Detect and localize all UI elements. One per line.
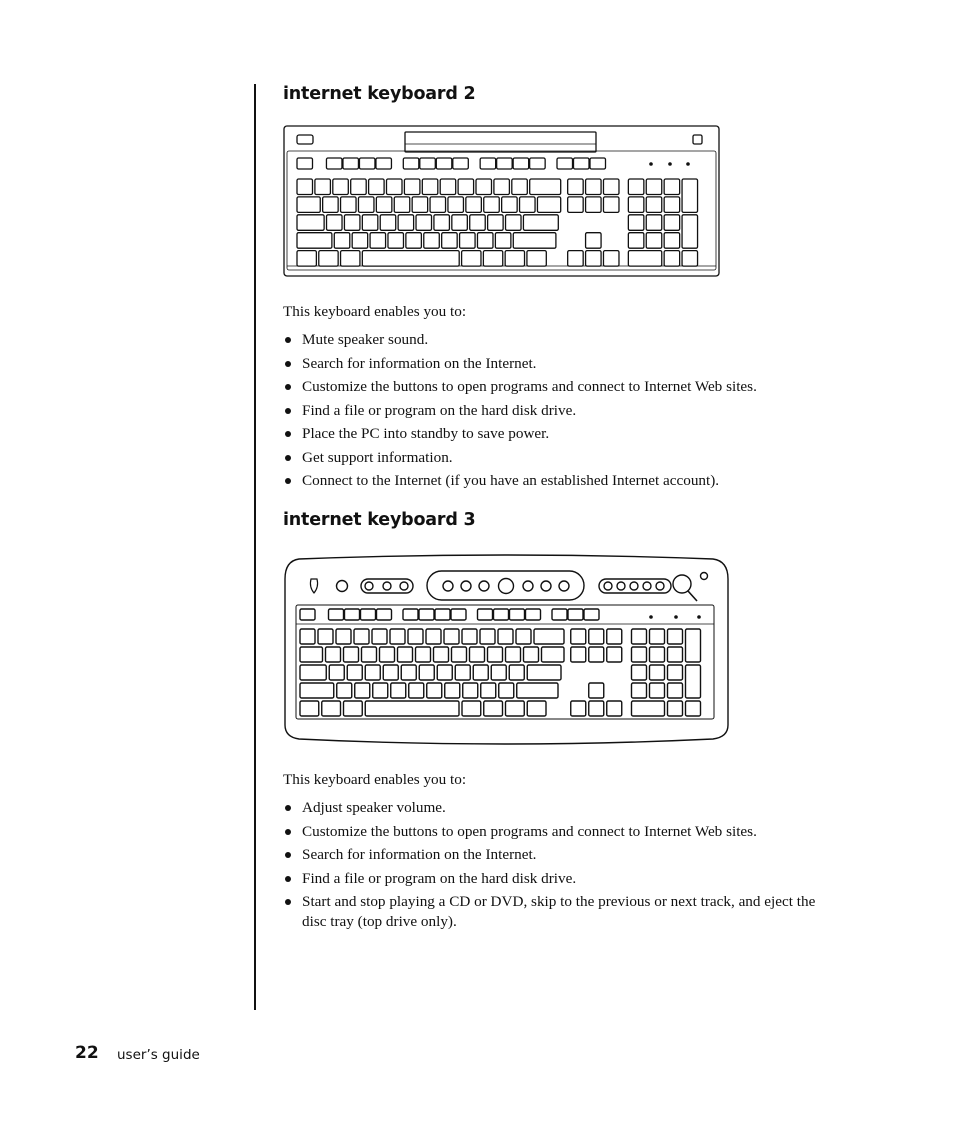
key xyxy=(603,251,619,267)
key xyxy=(376,158,392,169)
key xyxy=(542,647,565,662)
key xyxy=(628,197,644,213)
key xyxy=(478,609,493,620)
key xyxy=(632,683,647,698)
key xyxy=(297,158,313,169)
key xyxy=(354,629,369,644)
key xyxy=(473,665,488,680)
key xyxy=(607,647,622,662)
key xyxy=(589,647,604,662)
key xyxy=(510,609,525,620)
key xyxy=(513,158,529,169)
key xyxy=(466,197,482,213)
key xyxy=(586,179,602,195)
key xyxy=(584,609,599,620)
key xyxy=(430,197,446,213)
footer-label: user’s guide xyxy=(117,1047,200,1063)
key xyxy=(494,179,510,195)
key xyxy=(460,233,476,249)
key xyxy=(344,215,360,231)
bullet-icon xyxy=(285,876,291,882)
key xyxy=(509,665,524,680)
key xyxy=(568,251,584,267)
margin-rule xyxy=(254,84,256,1010)
key xyxy=(329,609,344,620)
key xyxy=(513,233,556,249)
key xyxy=(426,629,441,644)
key xyxy=(495,233,511,249)
list-item: Place the PC into standby to save power. xyxy=(283,424,843,444)
key xyxy=(506,701,525,716)
key xyxy=(398,215,414,231)
key xyxy=(574,158,590,169)
key xyxy=(383,665,398,680)
bullet-icon xyxy=(285,337,291,343)
key xyxy=(297,233,332,249)
key xyxy=(502,197,518,213)
key xyxy=(668,647,683,662)
key xyxy=(300,647,323,662)
key xyxy=(506,215,522,231)
key xyxy=(297,179,313,195)
key xyxy=(646,197,662,213)
key xyxy=(297,197,320,213)
key xyxy=(436,158,452,169)
key xyxy=(603,179,619,195)
key xyxy=(345,609,360,620)
key xyxy=(445,683,460,698)
key xyxy=(361,609,376,620)
key xyxy=(488,647,503,662)
key xyxy=(650,665,665,680)
key xyxy=(668,683,683,698)
section1-intro: This keyboard enables you to: xyxy=(283,303,467,320)
bullet-icon xyxy=(285,455,291,461)
bullet-icon xyxy=(285,805,291,811)
bullet-icon xyxy=(285,829,291,835)
key xyxy=(352,233,368,249)
list-item: Start and stop playing a CD or DVD, skip to the previous or next track, and eject the disc tray (top drive only). xyxy=(283,892,843,931)
key xyxy=(568,609,583,620)
key xyxy=(406,233,422,249)
key xyxy=(380,215,396,231)
key xyxy=(319,251,338,267)
key xyxy=(628,179,644,195)
section1-bullet-list xyxy=(283,330,843,495)
key xyxy=(517,683,558,698)
key xyxy=(455,665,470,680)
key xyxy=(337,683,352,698)
section2-intro: This keyboard enables you to: xyxy=(283,771,467,788)
key xyxy=(589,629,604,644)
key xyxy=(355,683,370,698)
key xyxy=(524,647,539,662)
key xyxy=(323,197,339,213)
key xyxy=(419,665,434,680)
key xyxy=(408,629,423,644)
heading-internet-keyboard-2: internet keyboard 2 xyxy=(283,84,476,104)
key xyxy=(682,215,698,248)
key xyxy=(476,179,492,195)
key xyxy=(664,179,680,195)
key xyxy=(322,701,341,716)
key xyxy=(571,629,586,644)
key xyxy=(568,179,584,195)
key xyxy=(498,629,513,644)
key xyxy=(488,215,504,231)
key xyxy=(534,629,564,644)
heading-internet-keyboard-3: internet keyboard 3 xyxy=(283,510,476,530)
key xyxy=(590,158,606,169)
key xyxy=(484,197,500,213)
key xyxy=(452,647,467,662)
key xyxy=(632,665,647,680)
key xyxy=(440,179,456,195)
key xyxy=(530,158,546,169)
list-item: Get support information. xyxy=(283,448,843,468)
key xyxy=(491,665,506,680)
key xyxy=(341,251,360,267)
key xyxy=(530,179,561,195)
key xyxy=(668,629,683,644)
key xyxy=(497,158,513,169)
key xyxy=(390,629,405,644)
key xyxy=(646,179,662,195)
internet-keyboard-2-illustration xyxy=(283,124,721,279)
bullet-icon xyxy=(285,384,291,390)
key xyxy=(388,233,404,249)
key xyxy=(409,683,424,698)
key xyxy=(387,179,403,195)
key xyxy=(603,197,619,213)
key xyxy=(403,158,419,169)
key xyxy=(362,215,378,231)
key xyxy=(394,197,410,213)
key xyxy=(463,683,478,698)
key xyxy=(377,609,392,620)
key xyxy=(632,701,665,716)
key xyxy=(586,197,602,213)
page-number: 22 xyxy=(75,1043,99,1063)
key xyxy=(481,683,496,698)
key xyxy=(365,665,380,680)
key xyxy=(398,647,413,662)
key xyxy=(419,609,434,620)
key xyxy=(537,197,560,213)
key xyxy=(420,158,436,169)
key xyxy=(646,215,662,231)
key xyxy=(458,179,474,195)
key xyxy=(391,683,406,698)
key xyxy=(520,197,536,213)
key xyxy=(650,683,665,698)
key xyxy=(668,665,683,680)
key xyxy=(494,609,509,620)
key xyxy=(477,233,493,249)
key xyxy=(686,701,701,716)
list-item: Customize the buttons to open programs and connect to Internet Web sites. xyxy=(283,822,843,842)
key xyxy=(329,665,344,680)
key xyxy=(686,629,701,662)
key xyxy=(632,629,647,644)
key xyxy=(607,629,622,644)
key xyxy=(526,609,541,620)
key xyxy=(326,158,342,169)
key xyxy=(344,647,359,662)
list-item: Customize the buttons to open programs and connect to Internet Web sites. xyxy=(283,377,843,397)
key xyxy=(632,647,647,662)
key xyxy=(448,197,464,213)
key xyxy=(300,701,319,716)
key xyxy=(362,647,377,662)
key xyxy=(682,251,698,267)
key xyxy=(557,158,573,169)
key xyxy=(300,665,326,680)
section2-bullet-list xyxy=(283,798,843,935)
key xyxy=(333,179,349,195)
key xyxy=(650,629,665,644)
key xyxy=(444,629,459,644)
key xyxy=(607,701,622,716)
key xyxy=(315,179,331,195)
key xyxy=(343,158,359,169)
key xyxy=(453,158,469,169)
key xyxy=(506,647,521,662)
key xyxy=(359,158,375,169)
key xyxy=(484,701,503,716)
key xyxy=(422,179,438,195)
key xyxy=(452,215,468,231)
key xyxy=(424,233,440,249)
key xyxy=(334,233,350,249)
key xyxy=(646,233,662,249)
key xyxy=(442,233,458,249)
bullet-icon xyxy=(285,361,291,367)
key xyxy=(668,701,683,716)
key xyxy=(351,179,367,195)
key xyxy=(462,701,481,716)
key xyxy=(434,215,450,231)
key xyxy=(427,683,442,698)
key xyxy=(341,197,357,213)
key xyxy=(327,215,343,231)
key xyxy=(462,251,481,267)
bullet-icon xyxy=(285,408,291,414)
list-item: Find a file or program on the hard disk drive. xyxy=(283,869,843,889)
key xyxy=(362,251,459,267)
key xyxy=(470,215,486,231)
key xyxy=(300,683,334,698)
key xyxy=(365,701,459,716)
key xyxy=(404,179,420,195)
bullet-icon xyxy=(285,431,291,437)
key xyxy=(318,629,333,644)
key xyxy=(336,629,351,644)
key xyxy=(300,629,315,644)
key xyxy=(650,647,665,662)
list-item: Search for information on the Internet. xyxy=(283,845,843,865)
key xyxy=(451,609,466,620)
key xyxy=(297,215,324,231)
key xyxy=(380,647,395,662)
key xyxy=(297,251,316,267)
key xyxy=(516,629,531,644)
list-item: Connect to the Internet (if you have an established Internet account). xyxy=(283,471,843,491)
key xyxy=(571,647,586,662)
key xyxy=(589,701,604,716)
key xyxy=(664,197,680,213)
key xyxy=(568,197,584,213)
key xyxy=(628,251,661,267)
key xyxy=(686,665,701,698)
key xyxy=(628,233,644,249)
key xyxy=(512,179,528,195)
key xyxy=(523,215,558,231)
key xyxy=(664,233,680,249)
key xyxy=(480,158,496,169)
key xyxy=(483,251,502,267)
key xyxy=(403,609,418,620)
key xyxy=(416,215,432,231)
list-item: Search for information on the Internet. xyxy=(283,354,843,374)
key xyxy=(376,197,392,213)
key xyxy=(401,665,416,680)
key xyxy=(347,665,362,680)
key xyxy=(300,609,315,620)
key xyxy=(589,683,604,698)
key xyxy=(470,647,485,662)
list-item: Mute speaker sound. xyxy=(283,330,843,350)
key xyxy=(527,665,561,680)
list-item: Adjust speaker volume. xyxy=(283,798,843,818)
key xyxy=(373,683,388,698)
bullet-icon xyxy=(285,899,291,905)
key xyxy=(664,251,680,267)
key xyxy=(369,179,385,195)
key xyxy=(527,251,546,267)
key xyxy=(326,647,341,662)
key xyxy=(437,665,452,680)
key xyxy=(499,683,514,698)
key xyxy=(505,251,524,267)
key xyxy=(480,629,495,644)
list-item: Find a file or program on the hard disk drive. xyxy=(283,401,843,421)
bullet-icon xyxy=(285,852,291,858)
key xyxy=(462,629,477,644)
key xyxy=(412,197,428,213)
key xyxy=(682,179,698,212)
key xyxy=(628,215,644,231)
key xyxy=(372,629,387,644)
key xyxy=(416,647,431,662)
key xyxy=(527,701,546,716)
key xyxy=(586,233,602,249)
key xyxy=(434,647,449,662)
key xyxy=(664,215,680,231)
key xyxy=(370,233,386,249)
bullet-icon xyxy=(285,478,291,484)
key xyxy=(435,609,450,620)
key xyxy=(552,609,567,620)
key xyxy=(358,197,374,213)
key xyxy=(571,701,586,716)
internet-keyboard-3-illustration xyxy=(283,553,730,748)
key xyxy=(344,701,363,716)
key xyxy=(586,251,602,267)
